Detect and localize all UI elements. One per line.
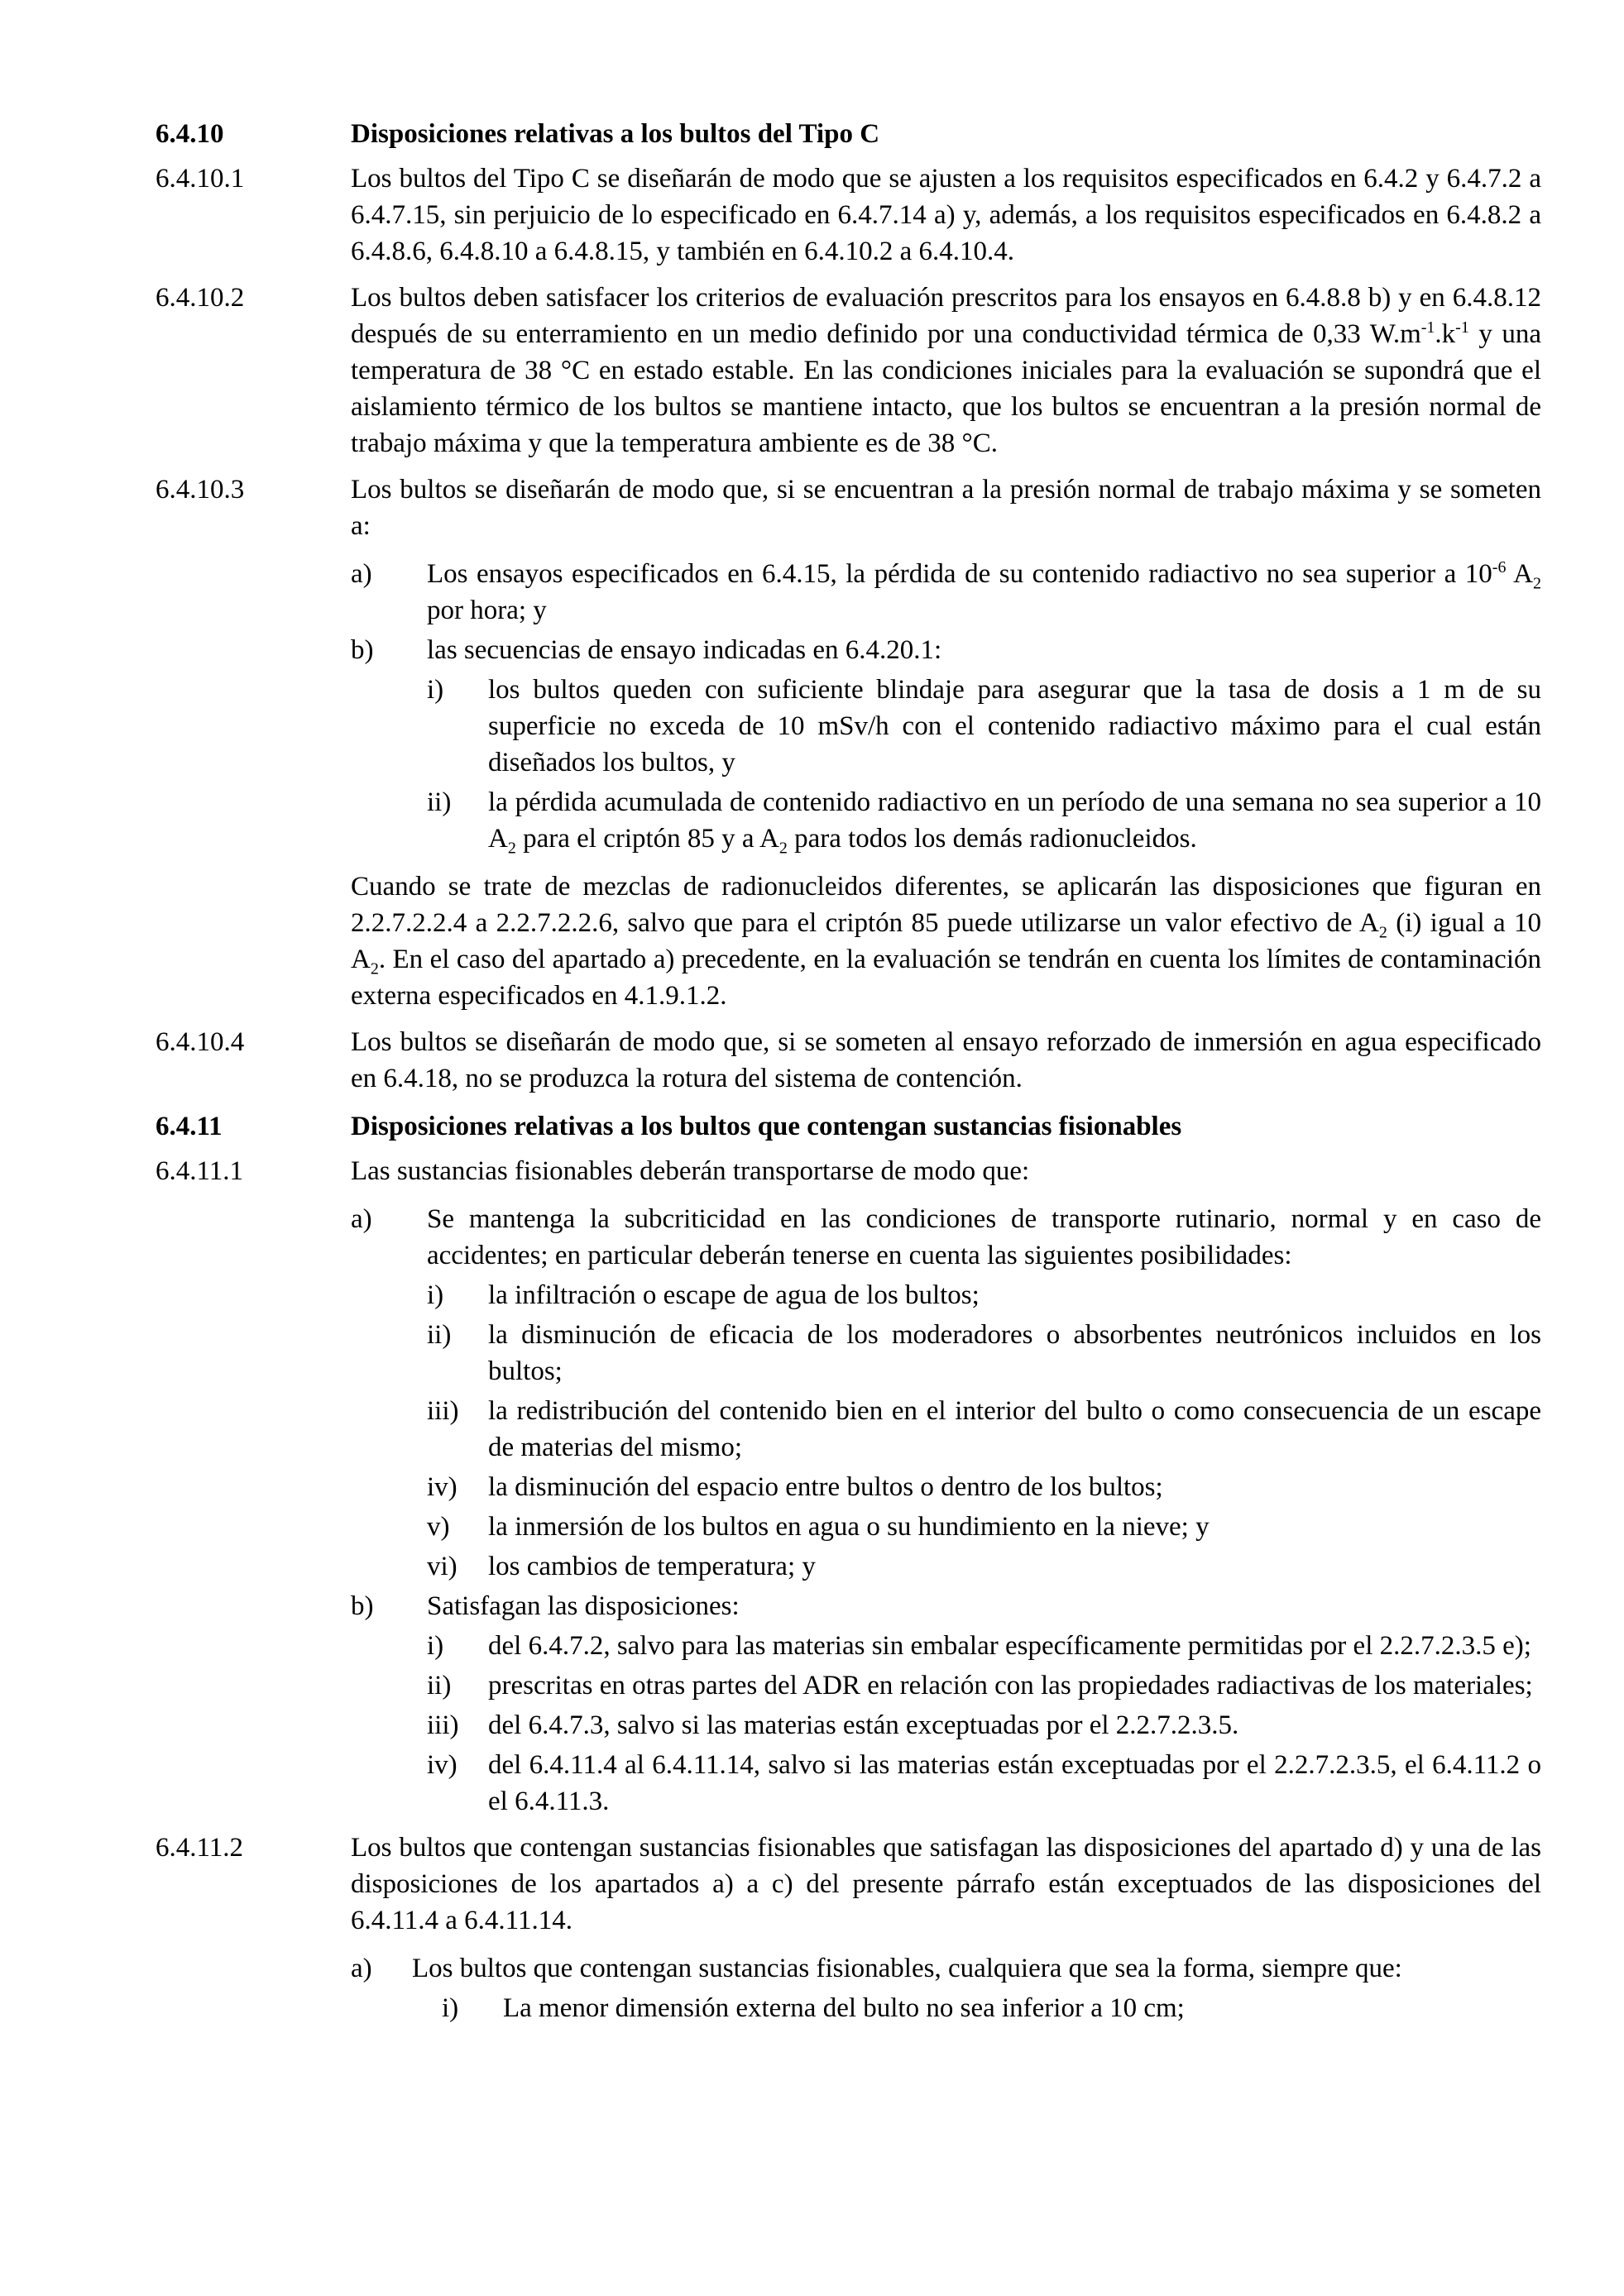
list-text: del 6.4.7.2, salvo para las materias sin embalar específicamente permitidas por el 2.2.7.2.3.5 e); [488,1631,1531,1661]
paragraph-text [351,280,1541,462]
list-text: La menor dimensión externa del bulto no sea inferior a 10 cm; [503,1993,1185,2023]
list-item-a-i [442,1990,1541,2026]
text-run: Los ensayos especificados en 6.4.15, la pérdida de su contenido radiactivo no sea superior a 10 [427,559,1492,589]
text-run: y una temperatura de 38 °C en estado estable. En las condiciones iniciales para la evaluación se supondrá que el aislamiento térmico de los bultos se mantiene intacto, que los bultos se encuentran a la presión normal de trabajo máxima y que la temperatura ambiente es de 38 °C. [351,319,1542,458]
paragraph-number: 6.4.10.4 [156,1027,245,1057]
list-text: la redistribución del contenido bien en el interior del bulto o como consecuencia de un escape de materias del mismo; [488,1396,1541,1462]
list-label: a) [351,1954,372,1983]
list-label: a) [351,559,372,589]
paragraph-6-4-11-2 [156,1830,1541,2026]
list-item-a-v [427,1509,1541,1545]
list-item-a-iv [427,1469,1541,1505]
list-item-b-i [427,1628,1541,1664]
superscript: -1 [1455,318,1469,337]
list-label: v) [427,1512,450,1542]
document-page [156,116,1541,2036]
text-run: la pérdida acumulada de contenido radiactivo en un período de una semana no sea superior a 10 A [488,787,1541,854]
list-text: Los bultos que contengan sustancias fisionables, cualquiera que sea la forma, siempre que: [412,1954,1402,1983]
list-label: iv) [427,1472,457,1502]
list-label: b) [351,635,374,665]
list-label: i) [427,1280,444,1310]
list-label: ii) [427,1671,452,1700]
list-text: los cambios de temperatura; y [488,1552,816,1581]
list-item-a-vi [427,1548,1541,1585]
list-label: i) [427,675,444,705]
list-label: b) [351,1591,374,1621]
list-text: prescritas en otras partes del ADR en relación con las propiedades radiactivas de los materiales; [488,1671,1533,1700]
subscript: 2 [370,959,379,978]
list-item-a-ii [427,1317,1541,1390]
paragraph-body [351,1153,1541,1820]
list-label: iii) [427,1710,459,1740]
list-text: del 6.4.11.4 al 6.4.11.14, salvo si las materias están exceptuadas por el 2.2.7.2.3.5, el 6.4.11.2 o el 6.4.11.3. [488,1750,1541,1816]
section-heading-6-4-11 [156,1108,1541,1145]
list-label: iv) [427,1750,457,1780]
list-label: ii) [427,787,452,817]
list-item-b [351,632,1541,668]
list-item-a [351,1201,1541,1274]
paragraph-text: Los bultos se diseñarán de modo que, si se encuentran a la presión normal de trabajo máxima y se someten a: [351,475,1541,541]
list-text: Satisfagan las disposiciones: [427,1591,740,1621]
list-item-b [351,1588,1541,1624]
paragraph-body [351,471,1541,1014]
section-number: 6.4.10 [156,119,224,149]
text-run: para todos los demás radionucleidos. [787,824,1197,854]
list-label: ii) [427,1320,452,1350]
paragraph-body [351,1830,1541,2026]
list-item-a-i [427,1277,1541,1313]
text-run: .k [1435,319,1456,349]
list-text: la disminución del espacio entre bultos o dentro de los bultos; [488,1472,1163,1502]
list-item-b-i [427,672,1541,781]
paragraph-number: 6.4.10.2 [156,283,245,313]
subscript: 2 [507,839,516,858]
section-number: 6.4.11 [156,1112,223,1141]
list-item-b-ii [427,1667,1541,1704]
text-run: . En el caso del apartado a) precedente, en la evaluación se tendrán en cuenta los límites de contaminación externa especificados en 4.1.9.1.2. [351,945,1541,1011]
list-text: la disminución de eficacia de los moderadores o absorbentes neutrónicos incluidos en los bultos; [488,1320,1541,1386]
paragraph-number: 6.4.10.1 [156,164,245,194]
list-text: las secuencias de ensayo indicadas en 6.4.20.1: [427,635,942,665]
superscript: -1 [1420,318,1435,337]
list-label: i) [427,1631,444,1661]
paragraph-text: Las sustancias fisionables deberán transportarse de modo que: [351,1156,1030,1186]
section-title: Disposiciones relativas a los bultos que contengan sustancias fisionables [351,1112,1182,1141]
section-heading-6-4-10 [156,116,1541,152]
list-item-b-iv [427,1747,1541,1820]
section-title: Disposiciones relativas a los bultos del Tipo C [351,119,880,149]
paragraph-6-4-11-1 [156,1153,1541,1820]
paragraph-text: Los bultos que contengan sustancias fisionables que satisfagan las disposiciones del apartado d) y una de las disposiciones de los apartados a) a c) del presente párrafo están exceptuados de las disposiciones del 6.4.11.4 a 6.4.11.14. [351,1833,1541,1935]
list-text: del 6.4.7.3, salvo si las materias están exceptuadas por el 2.2.7.2.3.5. [488,1710,1239,1740]
list-item-b-iii [427,1707,1541,1744]
text-run: A [1506,559,1533,589]
paragraph-text: Los bultos del Tipo C se diseñarán de modo que se ajusten a los requisitos especificados en 6.4.2 y 6.4.7.2 a 6.4.7.15, sin perjuicio de lo especificado en 6.4.7.14 a) y, además, a los requisitos especificados en 6.4.8.2 a 6.4.8.6, 6.4.8.10 a 6.4.8.15, y también en 6.4.10.2 a 6.4.10.4. [351,164,1541,266]
list-item-a-iii [427,1393,1541,1466]
paragraph-6-4-10-1 [156,160,1541,270]
list-item-a [351,556,1541,629]
superscript: -6 [1492,558,1507,576]
subscript: 2 [1533,574,1541,593]
text-run: para el criptón 85 y a A [515,824,779,854]
paragraph-number: 6.4.10.3 [156,475,245,505]
text-run: Cuando se trate de mezclas de radionucleidos diferentes, se aplicarán las disposiciones que figuran en 2.2.7.2.2.4 a 2.2.7.2.2.6, salvo que para el criptón 85 puede utilizarse un valor efectivo de A [351,872,1541,938]
list-text: los bultos queden con suficiente blindaje para asegurar que la tasa de dosis a 1 m de su superficie no exceda de 10 mSv/h con el contenido radiactivo máximo para el cual están diseñados los bultos, y [488,675,1541,777]
list-text [427,556,1541,629]
list-label: i) [442,1993,459,2023]
list-text [488,784,1541,857]
paragraph-6-4-10-2 [156,280,1541,462]
text-run: por hora; y [427,596,547,625]
paragraph-text [351,868,1541,1014]
subscript: 2 [1378,923,1387,942]
text-run: Los bultos deben satisfacer los criterios de evaluación prescritos para los ensayos en 6.4.8.8 b) y en 6.4.8.12 después de su enterramiento en un medio definido por una conductividad térmica de 0,33 W.m [351,283,1541,349]
text-run: (i) igual a 10 A [351,908,1541,974]
list-label: vi) [427,1552,457,1581]
list-item-b-ii [427,784,1541,857]
list-label: iii) [427,1396,459,1426]
paragraph-6-4-10-4 [156,1024,1541,1097]
list-text: la infiltración o escape de agua de los bultos; [488,1280,980,1310]
paragraph-number: 6.4.11.2 [156,1833,244,1863]
paragraph-number: 6.4.11.1 [156,1156,244,1186]
paragraph-6-4-10-3 [156,471,1541,1014]
subscript: 2 [778,839,788,858]
list-text: la inmersión de los bultos en agua o su hundimiento en la nieve; y [488,1512,1210,1542]
list-item-a [351,1950,1541,1987]
paragraph-text: Los bultos se diseñarán de modo que, si se someten al ensayo reforzado de inmersión en agua especificado en 6.4.18, no se produzca la rotura del sistema de contención. [351,1027,1541,1093]
list-label: a) [351,1204,372,1234]
list-text: Se mantenga la subcriticidad en las condiciones de transporte rutinario, normal y en caso de accidentes; en particular deberán tenerse en cuenta las siguientes posibilidades: [427,1204,1541,1270]
